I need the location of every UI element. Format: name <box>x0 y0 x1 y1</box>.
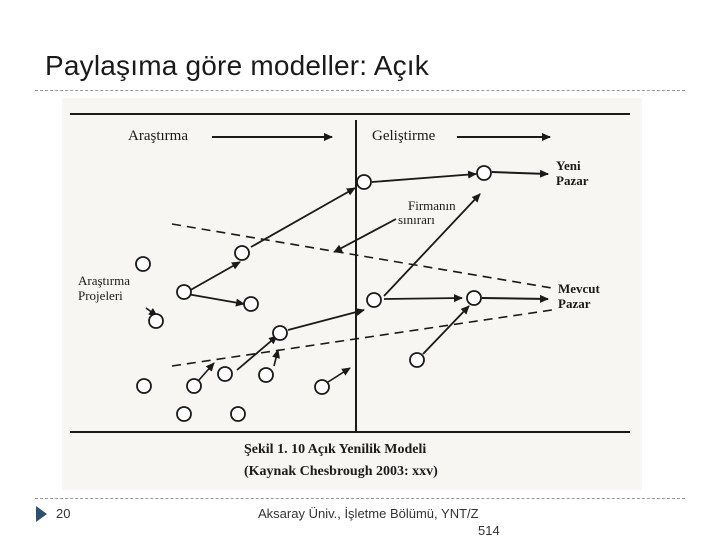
arrow-lowright-to-current <box>423 306 469 354</box>
arrow-boundary-pointer <box>334 219 396 252</box>
figure-caption: Şekil 1. 10 Açık Yenilik Modeli <box>244 442 427 457</box>
label-current-market-1: Mevcut <box>558 281 600 296</box>
arrow-small-1 <box>199 363 214 380</box>
arrow-upper-to-top <box>372 174 476 182</box>
figure-source: (Kaynak Chesbrough 2003: xxv) <box>244 464 438 479</box>
arrow-to-new-market <box>492 172 548 174</box>
footer-divider <box>35 498 685 499</box>
open-innovation-diagram <box>62 98 642 490</box>
label-research: Araştırma <box>128 128 188 144</box>
label-development: Geliştirme <box>372 128 436 144</box>
slide-title: Paylaşıma göre modeller: Açık <box>45 50 429 81</box>
label-firm-boundary-1: Firmanın <box>408 198 456 213</box>
arrow-project-to-mid <box>187 262 240 292</box>
arrow-small-3 <box>328 368 350 382</box>
arrow-right-to-current <box>384 298 462 299</box>
arrow-small-2 <box>274 350 278 366</box>
label-new-market-1: Yeni <box>556 158 581 173</box>
arrow-mid-to-upper <box>251 188 355 247</box>
footer-text: Aksaray Üniv., İşletme Bölümü, YNT/Z <box>258 506 479 521</box>
arrow-bottom-to-lower <box>237 336 277 370</box>
label-current-market-2: Pazar <box>558 296 591 311</box>
arrow-project-to-right <box>187 294 244 304</box>
diagram-canvas <box>62 98 642 490</box>
page-number: 20 <box>56 506 71 521</box>
label-research-projects-1: Araştırma <box>78 273 130 288</box>
footer-arrow-icon <box>36 506 47 522</box>
firm-boundary-lower <box>172 310 552 366</box>
footer-subtext: 514 <box>478 523 500 538</box>
arrow-to-current-market <box>482 298 548 299</box>
label-firm-boundary-2: sınırarı <box>398 212 435 227</box>
title-divider <box>35 90 685 91</box>
arrow-lower-to-mid <box>288 310 364 330</box>
label-new-market-2: Pazar <box>556 173 589 188</box>
label-research-projects-2: Projeleri <box>78 288 123 303</box>
firm-boundary-upper <box>172 224 552 288</box>
